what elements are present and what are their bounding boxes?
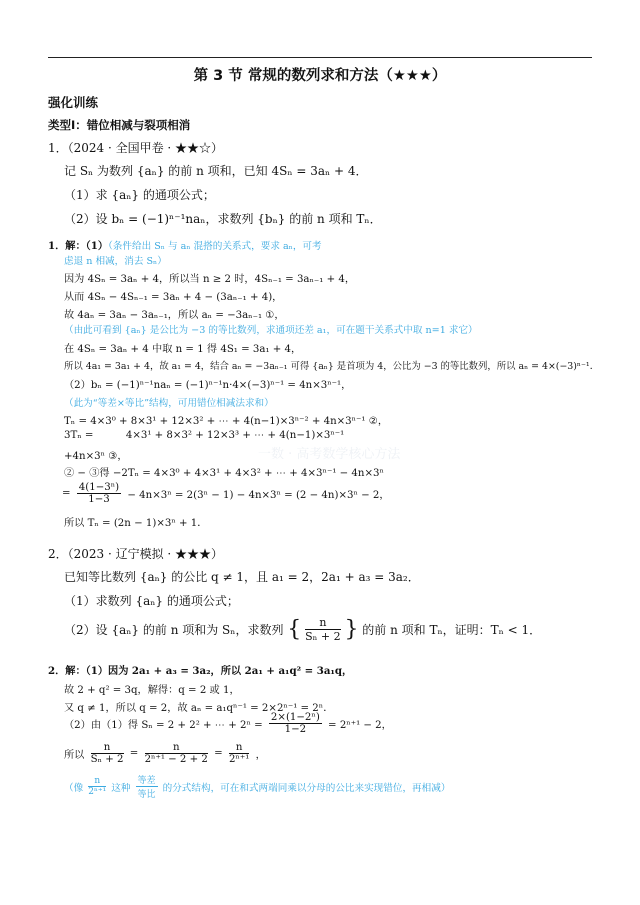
solution2-text: = 2ⁿ⁺¹ − 2，	[328, 720, 392, 731]
section-heading: 强化训练	[48, 95, 99, 110]
solution2-note	[64, 773, 450, 800]
solution2-fraction-line: 所以 $\frac{n}{\text{Sₙ + 2}}$ = $\frac{n}{\text{2ⁿ⁺¹ − 2 + 2}}$ = $\frac{n}{\text{2ⁿ⁺¹}}$ ，	[64, 742, 266, 765]
problem2-stem: 已知等比数列 {aₙ} 的公比 q ≠ 1，且 a₁ = 2，2a₁ + a₃ = 3a₂．	[64, 570, 420, 584]
fraction-denominator: 2ⁿ⁺¹ − 2 + 2	[144, 754, 208, 765]
fraction-denominator: 1−3	[88, 494, 110, 505]
solution1-line: − 4n×3ⁿ = 2(3ⁿ − 1) − 4n×3ⁿ = (2 − 4n)×3ⁿ − 2，	[127, 490, 390, 501]
fraction-numerator: n	[88, 776, 106, 787]
problem2-part2-text: （2）设 {aₙ} 的前 n 项和为 Sₙ，求数列	[64, 623, 284, 637]
problem2-header: 2．（2023 · 辽宁模拟 · ★★★）	[48, 547, 224, 561]
problem1-stem: 记 Sₙ 为数列 {aₙ} 的前 n 项和，已知 4Sₙ = 3aₙ + 4．	[64, 164, 368, 178]
solution1-line: 3Tₙ = 4×3¹ + 8×3² + 12×3³ + ⋯ + 4(n−1)×3ⁿ⁻¹	[64, 430, 345, 441]
solution1-line: +4n×3ⁿ ③，	[64, 451, 128, 462]
fraction-denominator: 1−2	[284, 724, 307, 735]
fraction-numerator: n	[91, 742, 124, 754]
right-brace: }	[344, 616, 359, 642]
solution1-line: 因为 4Sₙ = 3aₙ + 4，所以当 n ≥ 2 时，4Sₙ₋₁ = 3aₙ₋₁ + 4，	[64, 274, 356, 285]
solution1-line	[48, 237, 322, 252]
solution2-line: 故 2 + q² = 3q，解得：q = 2 或 1，	[64, 685, 240, 696]
fraction-numerator: 4(1−3ⁿ)	[78, 482, 120, 493]
watermark: 一数 · 高考数学核心方法	[258, 447, 401, 462]
solution1-note: （此为“等差×等比”结构，可用错位相减法求和）	[64, 398, 274, 409]
solution1-note: （由此可看到 {aₙ} 是公比为 −3 的等比数列，求通项还差 a₁，可在题干关系式中取 n=1 求它）	[64, 325, 478, 336]
left-brace: {	[287, 616, 302, 642]
fraction-denominator: Sₙ + 2	[90, 754, 124, 765]
fraction-numerator: 等差	[136, 773, 158, 787]
solution1-line: 故 4aₙ = 3aₙ − 3aₙ₋₁，所以 aₙ = −3aₙ₋₁ ①，	[64, 310, 285, 321]
solution1-note: 虑退 n 相减，消去 Sₙ）	[64, 256, 167, 267]
fraction-numerator: 2×(1−2ⁿ)	[270, 712, 320, 723]
solution2-line: 又 q ≠ 1，所以 q = 2，故 aₙ = a₁qⁿ⁻¹ = 2×2ⁿ⁻¹ = 2ⁿ．	[64, 703, 334, 714]
solution2-text: 所以	[64, 750, 85, 761]
solution1-line: 所以 4a₁ = 3a₁ + 4，故 a₁ = 4，结合 aₙ = −3aₙ₋₁ 可得 {aₙ} 是首项为 4，公比为 −3 的等比数列，所以 aₙ = 4×(−3)ⁿ⁻¹．	[64, 361, 600, 372]
problem2-part1: （1）求数列 {aₙ} 的通项公式；	[64, 594, 239, 608]
solution2-line	[48, 662, 352, 677]
fraction-denominator: 2ⁿ⁺¹	[88, 787, 107, 797]
problem2-part2	[64, 616, 541, 643]
solution1-line: 从而 4Sₙ − 4Sₙ₋₁ = 3aₙ + 4 − (3aₙ₋₁ + 4)，	[64, 292, 283, 303]
type-heading: 类型Ⅰ：错位相减与裂项相消	[48, 118, 191, 132]
fraction-numerator: n	[229, 742, 249, 754]
solution1-line: 所以 Tₙ = (2n − 1)×3ⁿ + 1．	[64, 518, 208, 529]
page-title: 第 3 节 常规的数列求和方法（★★★）	[193, 68, 447, 84]
solution1-line: Tₙ = 4×3⁰ + 8×3¹ + 12×3² + ⋯ + 4(n−1)×3ⁿ⁻² + 4n×3ⁿ⁻¹ ②，	[64, 416, 389, 427]
solution2-label: 2．解：（1）因为 2a₁ + a₃ = 3a₂，所以 2a₁ + a₁q² = 3a₁q，	[48, 665, 353, 677]
fraction-denominator: 2ⁿ⁺¹	[228, 754, 250, 765]
note-text: （像	[64, 782, 84, 794]
fraction-denominator: 等比	[137, 790, 156, 800]
problem1-part1: （1）求 {aₙ} 的通项公式；	[64, 188, 215, 202]
solution1-fraction-line: = $\frac{\text{4(1−3ⁿ)}}{1-3}$ − 4n×3ⁿ = 2(3ⁿ − 1) − 4n×3ⁿ = (2 − 4n)×3ⁿ − 2，	[62, 482, 390, 505]
solution1-line: 在 4Sₙ = 3aₙ + 4 中取 n = 1 得 4S₁ = 3a₁ + 4，	[64, 344, 302, 355]
solution1-note: （条件给出 Sₙ 与 aₙ 混搭的关系式，要求 aₙ，可考	[108, 241, 322, 252]
problem2-part2-text: 的前 n 项和 Tₙ，证明：Tₙ < 1．	[362, 623, 542, 637]
fraction-denominator: Sₙ + 2	[305, 630, 341, 643]
solution1-line: ② − ③得 −2Tₙ = 4×3⁰ + 4×3¹ + 4×3² + ⋯ + 4×3ⁿ⁻¹ − 4n×3ⁿ	[64, 468, 384, 479]
problem1-header: 1．（2024 · 全国甲卷 · ★★☆）	[48, 141, 224, 155]
solution2-fraction-line	[64, 712, 392, 735]
problem1-part2: （2）设 bₙ = (−1)ⁿ⁻¹naₙ，求数列 {bₙ} 的前 n 项和 Tₙ．	[64, 212, 382, 226]
solution2-text: （2）由（1）得 Sₙ = 2 + 2² + ⋯ + 2ⁿ =	[64, 720, 263, 731]
fraction-numerator: n	[305, 616, 341, 630]
note-text: 的分式结构，可在和式两端同乘以分母的公比来实现错位，再相减）	[162, 782, 451, 794]
top-rule	[48, 57, 592, 58]
solution1-line: （2）bₙ = (−1)ⁿ⁻¹naₙ = (−1)ⁿ⁻¹n·4×(−3)ⁿ⁻¹ = 4n×3ⁿ⁻¹，	[64, 380, 352, 391]
solution1-label: 1．解：（1）	[48, 240, 109, 252]
fraction-numerator: n	[145, 742, 208, 754]
note-text: 这种	[111, 782, 131, 794]
